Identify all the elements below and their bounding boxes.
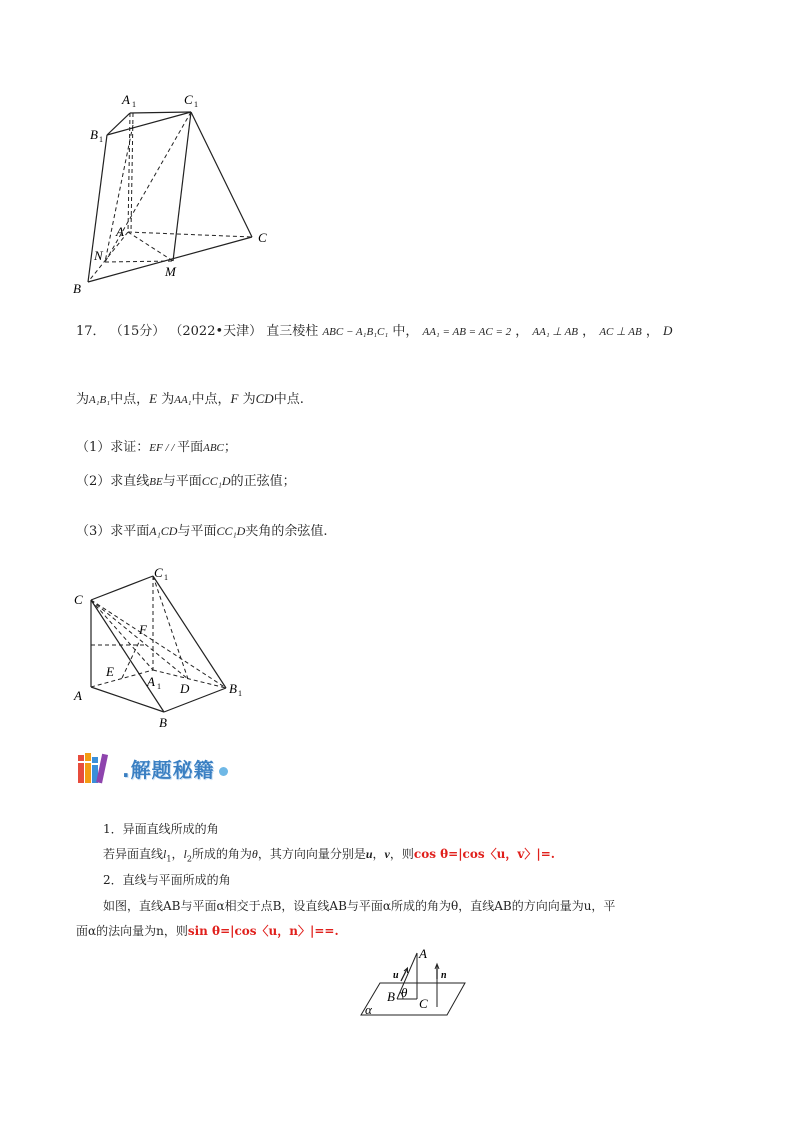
tip-2-line-2: [76, 922, 339, 939]
edge-a1-a: [128, 113, 130, 232]
label-a1: A: [147, 674, 155, 689]
edge-a1-a-double: [131, 113, 133, 232]
segment-cd: CD: [255, 391, 274, 406]
figure-3-line-plane-angle: [355, 945, 475, 1020]
label-d: D: [180, 681, 190, 696]
figure-2-prism: [68, 560, 268, 735]
label-a: A: [74, 688, 82, 703]
tip1-l2-sub: 2: [186, 854, 192, 864]
label-c1-sub: 1: [164, 573, 168, 582]
tip1-l1-sub: 1: [166, 854, 172, 864]
text-in: 中，: [392, 324, 419, 339]
tip1-theta: θ: [251, 847, 258, 861]
tip1-formula: cos θ=|cos〈u，v〉|=.: [413, 847, 555, 861]
solution-tips-banner: [76, 748, 228, 788]
tip-2-line-1: 如图，直线AB与平面α相交于点B，设直线AB与平面α所成的角为θ，直线AB的方向向量为u，平: [103, 899, 616, 913]
tip1-mid2: ，其方向向量分别是: [257, 847, 366, 861]
q3-end: 夹角的余弦值.: [245, 524, 328, 539]
q3-plane-2: CC₁D: [216, 524, 246, 538]
label-theta: θ: [401, 985, 408, 1000]
edge-c1-b1: [153, 576, 226, 688]
label-c1-sub: 1: [194, 100, 198, 109]
problem-number: 17．: [76, 324, 106, 339]
text-is-1: 为: [161, 392, 175, 407]
label-a1: A: [122, 92, 130, 107]
q1-plane: ABC: [203, 442, 224, 454]
tip1-l1: l: [163, 847, 167, 861]
edge-e-f: [122, 640, 140, 678]
figure-1-prism: [60, 90, 290, 300]
label-b1-sub: 1: [99, 135, 103, 144]
tip-1-body: [103, 845, 555, 863]
q3-plane-1: A₁CD: [149, 524, 178, 538]
problem-17-line-1: [76, 320, 672, 339]
edge-c1-m: [173, 112, 191, 261]
books-icon: [76, 751, 116, 785]
point-e: E: [149, 391, 158, 406]
label-c1: C: [154, 565, 163, 580]
segment-aa1: AA₁: [174, 394, 192, 406]
label-a: A: [116, 224, 124, 239]
q2-plane: CC₁D: [201, 474, 231, 488]
edge-a-c: [128, 232, 252, 237]
label-alpha: α: [365, 1002, 372, 1017]
q2-prefix: （2）求直线: [76, 474, 150, 489]
label-c: C: [419, 996, 428, 1011]
label-b: B: [387, 989, 395, 1004]
separator-1: ，: [515, 324, 529, 339]
edge-a-b: [91, 687, 164, 712]
problem-score: （15分）: [109, 324, 166, 339]
q3-mid: 与平面: [177, 524, 217, 539]
text-mid-2: 中点，: [191, 392, 231, 407]
tip1-l2: l: [183, 847, 187, 861]
q2-end: 的正弦值；: [230, 474, 296, 489]
label-c: C: [74, 592, 83, 607]
tip1-prefix: 若异面直线: [103, 847, 164, 861]
banner-dot-icon: [219, 767, 228, 776]
label-c: C: [258, 230, 267, 245]
edge-c1-c: [191, 112, 252, 237]
question-2: [76, 470, 296, 489]
edge-a-m: [128, 232, 173, 261]
q1-end: ；: [223, 440, 237, 455]
q1-prefix: （1）求证：: [76, 440, 150, 455]
problem-intro: 直三棱柱: [266, 324, 319, 339]
point-f: F: [230, 391, 239, 406]
question-3: [76, 520, 327, 539]
q1-mid: 平面: [177, 440, 204, 455]
condition-2: AA₁ ⊥ AB: [532, 326, 579, 338]
q1-math: EF / /: [149, 442, 178, 454]
condition-3: AC ⊥ AB: [599, 326, 642, 338]
label-b1: B: [90, 127, 98, 142]
banner-title: .解题秘籍: [122, 757, 215, 782]
tip-1-title: 1．异面直线所成的角: [103, 822, 219, 836]
label-b: B: [73, 281, 81, 296]
label-n: n: [441, 970, 447, 981]
problem-source: （2022•天津）: [169, 324, 263, 339]
edge-b-b1: [164, 688, 226, 712]
tip1-comma: ，: [171, 847, 184, 861]
label-e: E: [106, 664, 114, 679]
label-b: B: [159, 715, 167, 730]
text-mid-3: 中点.: [273, 392, 304, 407]
text-is-2: 为: [242, 392, 256, 407]
tip1-comma2: ，: [372, 847, 385, 861]
label-f: F: [139, 622, 147, 637]
label-n: N: [94, 248, 103, 263]
edge-c1-d: [153, 576, 188, 679]
label-b1-sub: 1: [238, 689, 242, 698]
tip1-u: u: [365, 847, 373, 861]
edge-a-a1: [91, 670, 153, 687]
tip2-prefix: 面α的法向量为n，则: [76, 924, 188, 938]
label-m: M: [165, 264, 176, 279]
problem-17-line-2: [76, 388, 304, 407]
tip1-mid: 所成的角为: [191, 847, 252, 861]
edge-a1-c1: [130, 112, 191, 113]
label-u: u: [393, 970, 399, 981]
tip1-v: v: [384, 847, 390, 861]
tip2-formula: sin θ=|cos〈u，n〉|==.: [187, 924, 339, 938]
label-a1-sub: 1: [157, 682, 161, 691]
prism-name: ABC − A₁B₁C₁: [322, 326, 389, 338]
question-1: [76, 436, 237, 455]
label-a: A: [419, 946, 427, 961]
separator-3: ，: [645, 324, 659, 339]
edge-c1-n: [105, 112, 191, 262]
edge-a1-b1: [153, 670, 226, 688]
tip-2-title: 2．直线与平面所成的角: [103, 873, 231, 887]
label-a1-sub: 1: [132, 100, 136, 109]
q2-mid: 与平面: [162, 474, 202, 489]
separator-2: ，: [582, 324, 596, 339]
segment-a1b1: A₁B₁: [89, 394, 111, 406]
tip1-then: ，则: [389, 847, 414, 861]
label-b1: B: [229, 681, 237, 696]
q3-prefix: （3）求平面: [76, 524, 150, 539]
edge-c-c1: [91, 576, 153, 600]
q2-line: BE: [149, 476, 163, 488]
condition-1: AA₁ = AB = AC = 2: [422, 326, 512, 338]
label-c1: C: [184, 92, 193, 107]
text-wei: 为: [76, 392, 90, 407]
text-mid-1: 中点，: [110, 392, 150, 407]
point-d: D: [663, 323, 673, 338]
